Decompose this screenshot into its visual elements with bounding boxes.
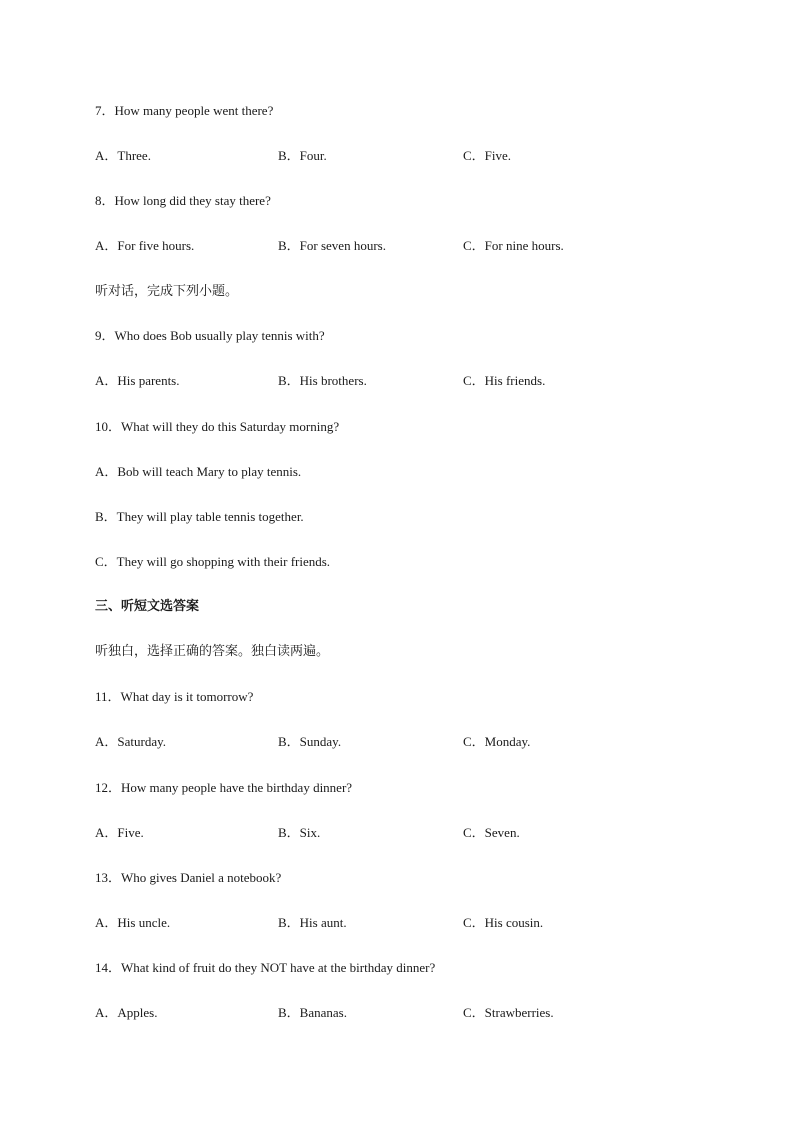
option-c: C．Five. [463, 148, 512, 163]
option-c: C．Strawberries. [463, 1005, 554, 1020]
option-c: C．His cousin. [463, 915, 544, 930]
option-c: C．For nine hours. [463, 238, 564, 253]
option-a: A．His uncle. [95, 915, 171, 930]
question-number: 12 [95, 780, 108, 795]
question-13: 13．Who gives Daniel a notebook? [95, 870, 282, 885]
option-b: B．They will play table tennis together. [95, 509, 304, 524]
question-number: 7 [95, 103, 102, 118]
option-c: C．Monday. [463, 734, 531, 749]
question-text: What will they do this Saturday morning? [121, 419, 340, 434]
option-b: B．His aunt. [278, 915, 347, 930]
question-number: 11 [95, 689, 108, 704]
question-12: 12．How many people have the birthday dinner? [95, 780, 353, 795]
question-9: 9．Who does Bob usually play tennis with? [95, 328, 325, 343]
option-a: A．Three. [95, 148, 151, 163]
option-a: A．Saturday. [95, 734, 167, 749]
question-number: 14 [95, 960, 108, 975]
question-14: 14．What kind of fruit do they NOT have at the birthday dinner? [95, 960, 436, 975]
option-a: A．For five hours. [95, 238, 195, 253]
option-b: B．Sunday. [278, 734, 342, 749]
question-7: 7．How many people went there? [95, 103, 274, 118]
question-number: 9 [95, 328, 102, 343]
question-text: What day is it tomorrow? [120, 689, 254, 704]
question-8: 8．How long did they stay there? [95, 193, 271, 208]
option-b: B．His brothers. [278, 373, 367, 388]
option-c: C．His friends. [463, 373, 546, 388]
question-text: How long did they stay there? [114, 193, 271, 208]
question-text: What kind of fruit do they NOT have at the birthday dinner? [121, 960, 436, 975]
question-text: Who does Bob usually play tennis with? [114, 328, 325, 343]
question-text: Who gives Daniel a notebook? [121, 870, 282, 885]
question-number: 8 [95, 193, 102, 208]
option-c: C．Seven. [463, 825, 520, 840]
instruction-monologue: 听独白，选择正确的答案。独白读两遍。 [95, 644, 330, 659]
question-number: 13 [95, 870, 108, 885]
option-a: A．His parents. [95, 373, 180, 388]
question-number: 10 [95, 419, 108, 434]
option-b: B．For seven hours. [278, 238, 386, 253]
question-text: How many people have the birthday dinner? [121, 780, 353, 795]
option-b: B．Six. [278, 825, 321, 840]
option-a: A．Apples. [95, 1005, 158, 1020]
question-text: How many people went there? [114, 103, 274, 118]
section-heading: 三、听短文选答案 [95, 599, 200, 614]
question-11: 11．What day is it tomorrow? [95, 689, 254, 704]
option-a: A．Bob will teach Mary to play tennis. [95, 464, 302, 479]
question-10: 10．What will they do this Saturday morning? [95, 419, 340, 434]
option-b: B．Bananas. [278, 1005, 347, 1020]
option-c: C．They will go shopping with their friends. [95, 554, 331, 569]
instruction-dialogue: 听对话，完成下列小题。 [95, 284, 239, 299]
option-b: B．Four. [278, 148, 327, 163]
option-a: A．Five. [95, 825, 144, 840]
